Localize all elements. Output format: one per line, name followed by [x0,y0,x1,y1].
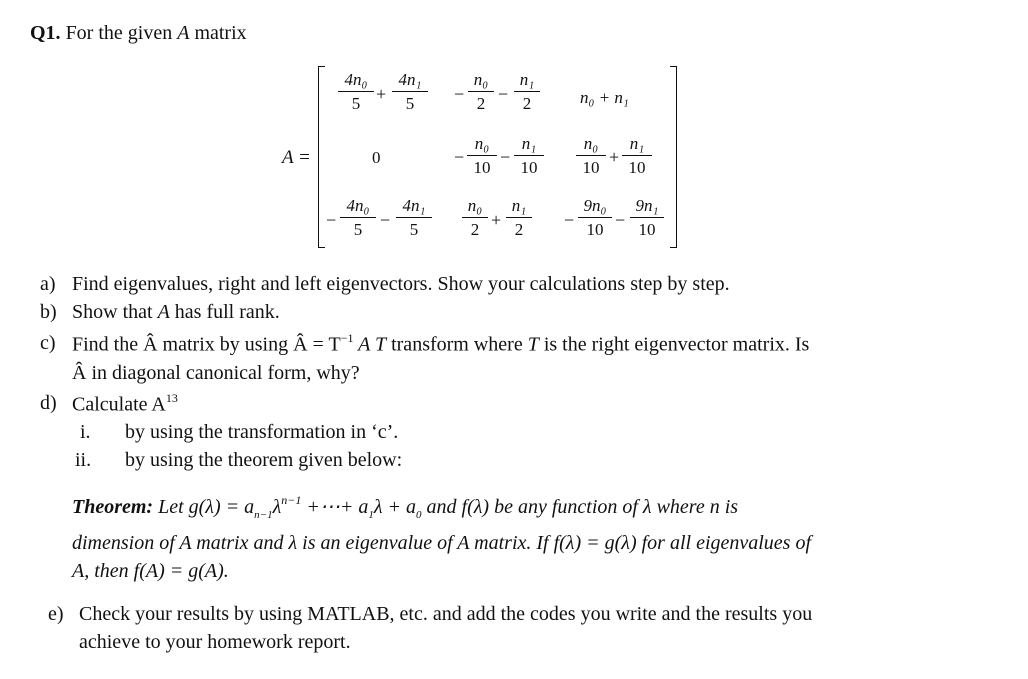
question-intro-end: matrix [194,22,247,44]
right-bracket [670,66,677,248]
matrix-symbol: A [177,22,190,44]
item-d-i-text: by using the transformation in ‘c’. [125,421,399,443]
entry-r2c2-op: − [500,147,511,167]
entry-r3c2-term-a: n₀ 2 [462,196,488,240]
question-title [30,22,247,45]
item-d-marker: d) [40,392,57,414]
item-e-line2: achieve to your homework report. [79,631,351,653]
entry-r3c1-term-a: 4n₀ 5 [340,196,376,240]
entry-r1c2-term-b: n₁ 2 [514,70,540,114]
matrix-lhs: A = [282,147,311,168]
left-bracket [318,66,325,248]
entry-r3c3-sign: − [564,210,575,230]
item-b-marker: b) [40,301,57,323]
entry-r2c2-sign: − [454,147,465,167]
question-number: Q1. [30,22,61,44]
entry-r3c2-term-b: n₁ 2 [506,196,532,240]
item-e-line1: Check your results by using MATLAB, etc. and add the codes you write and the results you [79,603,813,625]
item-a-marker: a) [40,273,56,295]
item-b-text: Show that A has full rank. [72,301,280,323]
entry-r2c3-op: + [609,147,620,167]
entry-r2c3-term-b: n₁ 10 [622,134,652,178]
item-d-i-marker: i. [80,421,91,443]
entry-r1c2-op: − [498,84,509,104]
item-c-marker: c) [40,332,56,354]
theorem-line1: Theorem: Let $g(\lambda) = a_{n-1}\lambda^{n-1}$ +⋯+ $a_1\lambda + a_0$ and f(λ) be any function of λ where n is [72,493,739,521]
item-e-marker: e) [48,603,64,625]
entry-r3c3-term-a: 9n₀ 10 [578,196,612,240]
entry-r1c1-term-b: 4n₁ 5 [392,70,428,114]
entry-r1c3: n₀ + n₁ [580,88,629,107]
item-d-ii-text: by using the theorem given below: [125,449,403,471]
entry-r3c1-sign: − [326,210,337,230]
item-a-text: Find eigenvalues, right and left eigenvectors. Show your calculations step by step. [72,273,730,295]
entry-r1c2-term-a: n₀ 2 [468,70,494,114]
entry-r2c1: 0 [372,148,381,167]
item-d-ii-marker: ii. [75,449,92,471]
entry-r1c1-term-a: 4n₀ 5 [338,70,374,114]
theorem-line3: A, then f(A) = g(A). [72,560,229,582]
theorem-line2: dimension of A matrix and λ is an eigenvalue of A matrix. If f(λ) = g(λ) for all eigenvalues of [72,532,812,554]
entry-r3c1-op: − [380,210,391,230]
item-c-line1: Find the Â matrix by using Â = $T^{-1}$ A T transform where T is the right eigenvector matrix. Is [72,331,810,356]
entry-r1c2-sign: − [454,84,465,104]
item-c-line2: Â in diagonal canonical form, why? [72,362,360,384]
entry-r3c3-op: − [615,210,626,230]
entry-r3c1-term-b: 4n₁ 5 [396,196,432,240]
entry-r1c1-op: + [376,84,387,104]
question-intro: For the given [65,22,173,44]
entry-r3c3-term-b: 9n₁ 10 [630,196,664,240]
entry-r2c2-term-b: n₁ 10 [514,134,544,178]
item-d-text: Calculate $A^{13}$ [72,391,178,416]
entry-r2c3-term-a: n₀ 10 [576,134,606,178]
entry-r3c2-op: + [491,210,502,230]
entry-r2c2-term-a: n₀ 10 [467,134,497,178]
theorem-label: Theorem: [72,496,154,518]
